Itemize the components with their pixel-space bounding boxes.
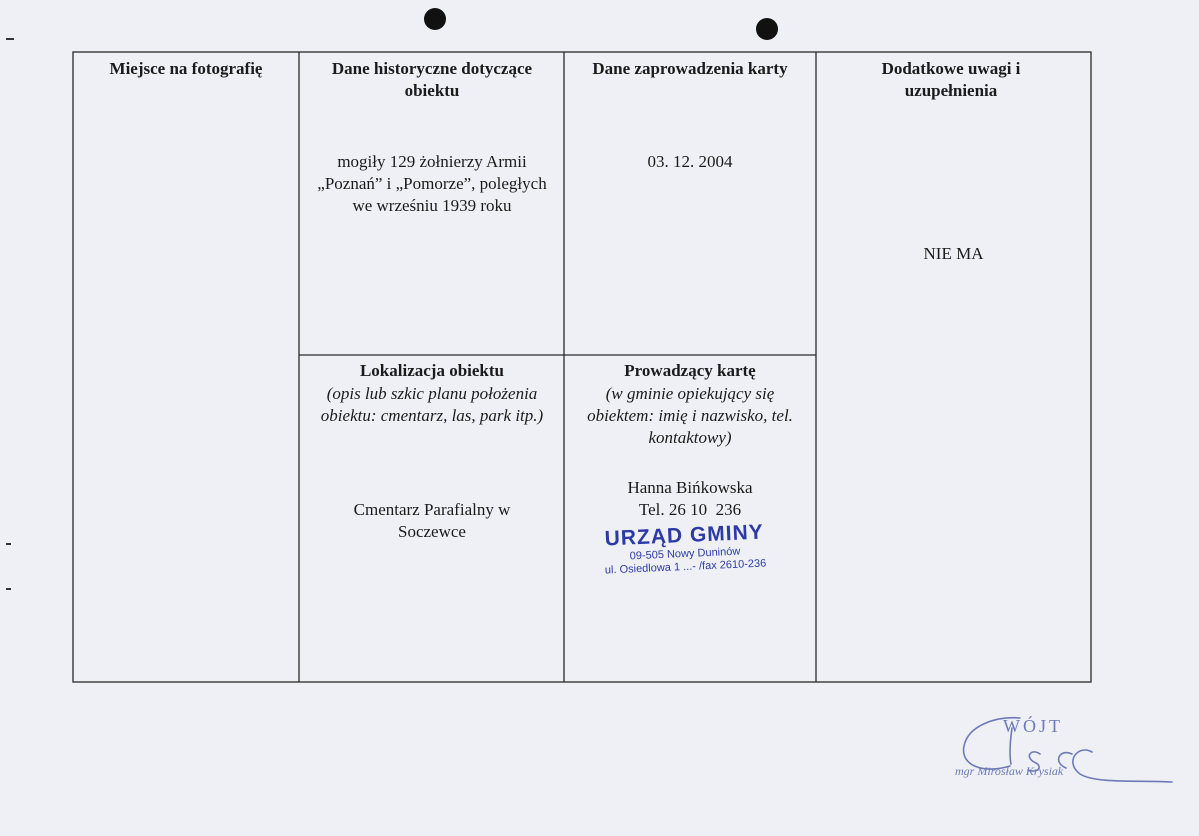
header-historical-data: Dane historyczne dotyczące obiektu: [331, 59, 533, 100]
stamp-address-line2: ul. Osiedlowa 1 ...- /fax 2610-236: [604, 557, 767, 577]
office-stamp: [559, 519, 811, 590]
remarks-value: NIE MA: [923, 244, 984, 263]
location-hint: (opis lub szkic planu położenia obiektu: cmentarz, las, park itp.): [320, 384, 544, 425]
signature-name: mgr Mirosław Krysiak: [955, 764, 1064, 778]
stamp-title: URZĄD GMINY: [604, 520, 765, 551]
header-remarks: Dodatkowe uwagi i uzupełnienia: [881, 59, 1021, 100]
keeper-title: Prowadzący kartę: [624, 361, 756, 380]
keeper-hint: (w gminie opiekujący się obiektem: imię i nazwisko, tel. kontaktowy): [587, 384, 793, 447]
header-photo-place: Miejsce na fotografię: [109, 59, 263, 78]
signature-title: WÓJT: [1003, 716, 1063, 736]
location-title: Lokalizacja obiektu: [359, 361, 505, 380]
location-value: Cmentarz Parafialny w Soczewce: [353, 500, 511, 541]
keeper-name: Hanna Bińkowska: [627, 478, 753, 497]
stamp-address-line1: 09-505 Nowy Duninów: [629, 545, 741, 563]
historical-text: mogiły 129 żołnierzy Armii „Poznań” i „Pomorze”, poległych we wrześniu 1939 roku: [317, 152, 547, 215]
header-card-date: Dane zaprowadzenia karty: [592, 59, 788, 78]
keeper-phone: Tel. 26 10 236: [638, 500, 742, 519]
card-date-value: 03. 12. 2004: [647, 152, 733, 171]
